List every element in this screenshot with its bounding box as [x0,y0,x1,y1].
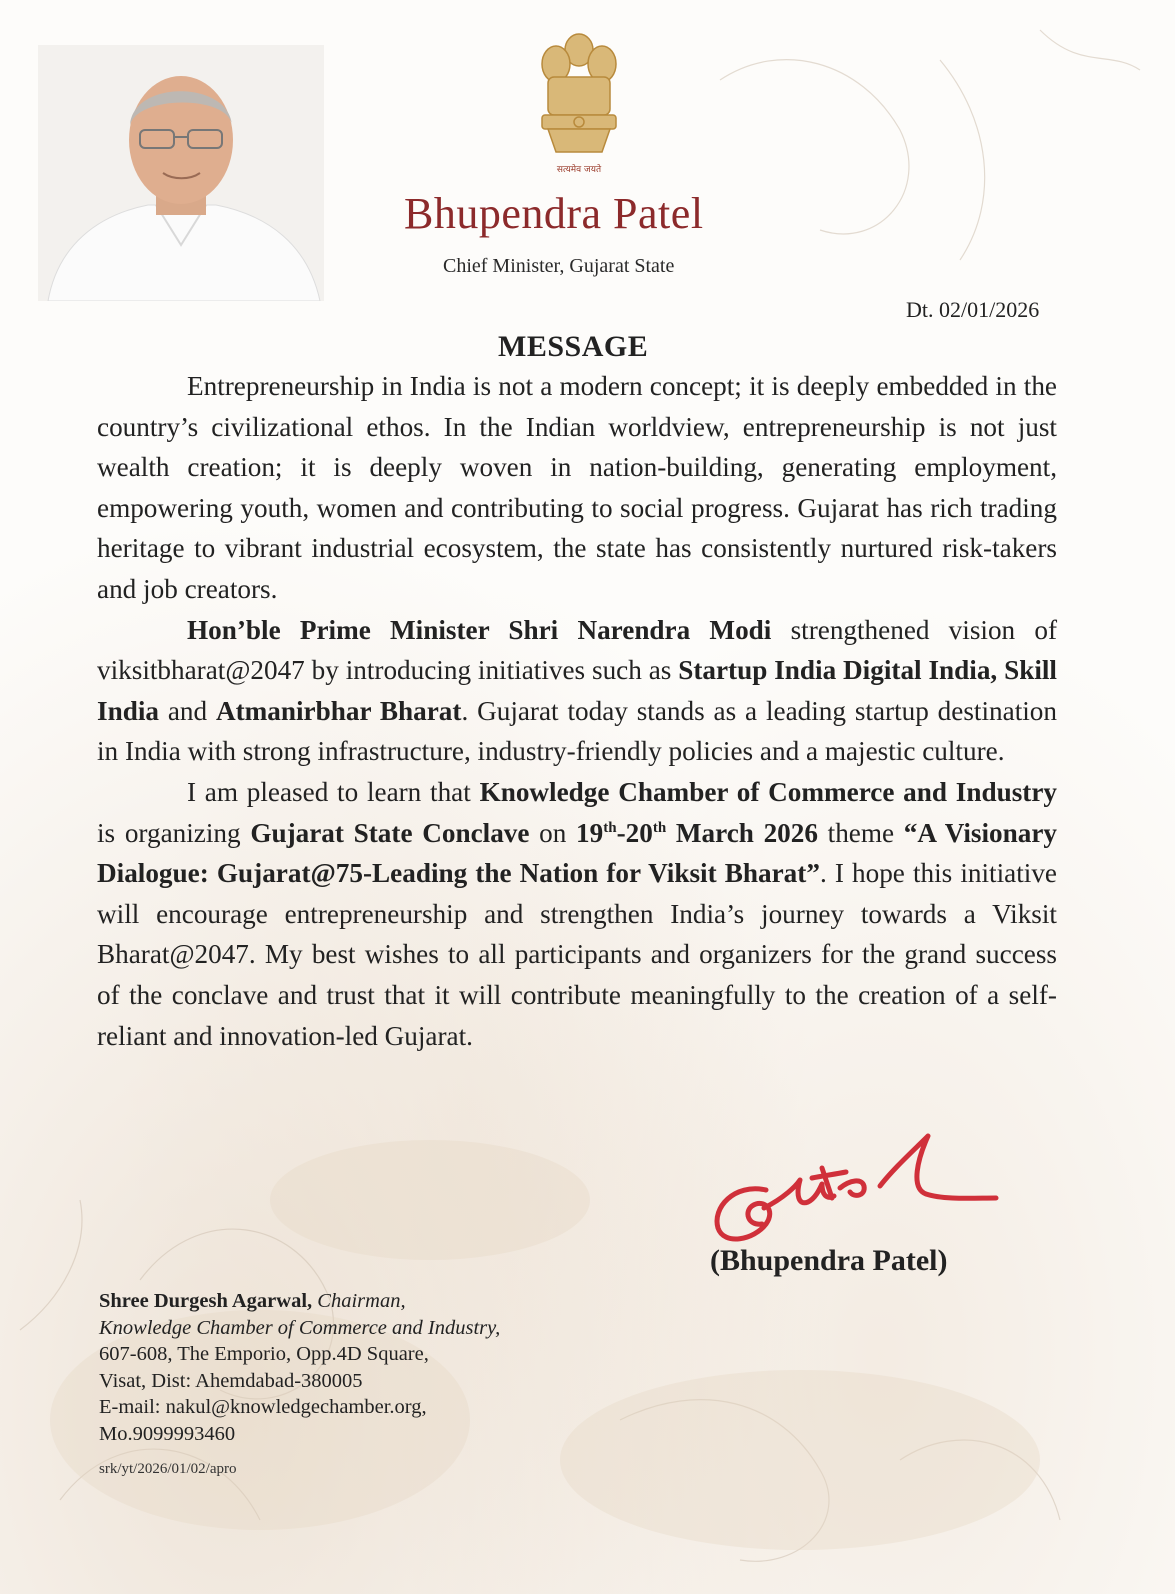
addressee-address-2: Visat, Dist: Ahemdabad-380005 [99,1369,363,1392]
event-month-year: March 2026 [666,817,818,848]
initiatives-2: Atmanirbhar Bharat [215,695,462,726]
event-day-1-suffix: th [603,819,617,836]
portrait-photo [38,45,324,301]
event-day-2-suffix: th [652,819,667,836]
signatory-name: (Bhupendra Patel) [710,1244,948,1277]
addressee-organization: Knowledge Chamber of Commerce and Industry, [99,1316,501,1339]
event-theme: “A Visionary Dialogue: Gujarat@75-Leading the Nation for Viksit Bharat” [97,817,1058,889]
handwritten-signature [704,1128,1000,1256]
letterhead-name: Bhupendra Patel [404,189,704,238]
signature-icon [704,1128,1000,1256]
paragraph-2 [97,610,1057,772]
pm-name: Hon’ble Prime Minister Shri Narendra Modi [187,614,772,645]
p2-text-3: . Gujarat today stands as a leading startup destination in India with strong infrastructure, industry-friendly policies and a majestic culture. [97,695,1057,767]
event-dates [576,818,818,848]
reference-number: srk/yt/2026/01/02/apro [99,1461,237,1477]
p2-text-1: strengthened vision of viksitbharat@2047 by introducing initiatives such as [97,614,1058,686]
national-emblem [534,22,624,182]
paragraph-3 [97,772,1057,1056]
event-day-1: 19 [576,817,604,848]
addressee-email: E-mail: nakul@knowledgechamber.org, [99,1396,427,1418]
organization-name: Knowledge Chamber of Commerce and Industry [479,776,1057,807]
event-name: Gujarat State Conclave [250,817,530,848]
message-body [97,366,1057,1056]
initiatives-1: Startup India Digital India, Skill India [97,655,1057,726]
p3-text-2: is organizing [97,817,251,848]
emblem-motto: सत्यमेव जयते [556,165,602,175]
addressee-address-1: 607-608, The Emporio, Opp.4D Square, [99,1343,429,1365]
p3-text-4: theme [817,817,904,848]
message-heading: MESSAGE [498,330,649,363]
p2-text-2: and [158,695,216,726]
p3-text-3: on [529,817,577,848]
p3-text-5: . I hope this initiative will encourage entrepreneurship and strengthen India’s journey towards a Viksit Bharat@2047. My best wishes to all participants and organizers for the grand success of the conclave and trust that it will contribute meaningfully to the creation of a self-reliant and innovation-led Gujarat. [97,858,1057,1051]
lion-capital-icon [534,22,624,182]
addressee-line-1 [99,1288,619,1315]
addressee-name: Shree Durgesh Agarwal, [99,1290,313,1312]
letterhead-designation: Chief Minister, Gujarat State [443,255,675,277]
paragraph-1: Entrepreneurship in India is not a modern concept; it is deeply embedded in the country’s civilizational ethos. In the Indian worldview, entrepreneurship is not just wealth creation; it is deeply woven in nation-building, generating employment, empowering youth, women and contributing to social progress. Gujarat has rich trading heritage to vibrant industrial ecosystem, the state has consistently nurtured risk-takers and job creators. [97,371,1057,604]
addressee-block [99,1288,619,1447]
addressee-mobile: Mo.9099993460 [99,1422,236,1445]
p3-text-1: I am pleased to learn that [187,776,480,807]
event-date-dash: - [616,817,626,848]
event-day-2: 20 [625,817,653,848]
letter-date: Dt. 02/01/2026 [906,297,1040,322]
addressee-title: Chairman, [312,1290,406,1312]
portrait-illustration [38,45,324,301]
